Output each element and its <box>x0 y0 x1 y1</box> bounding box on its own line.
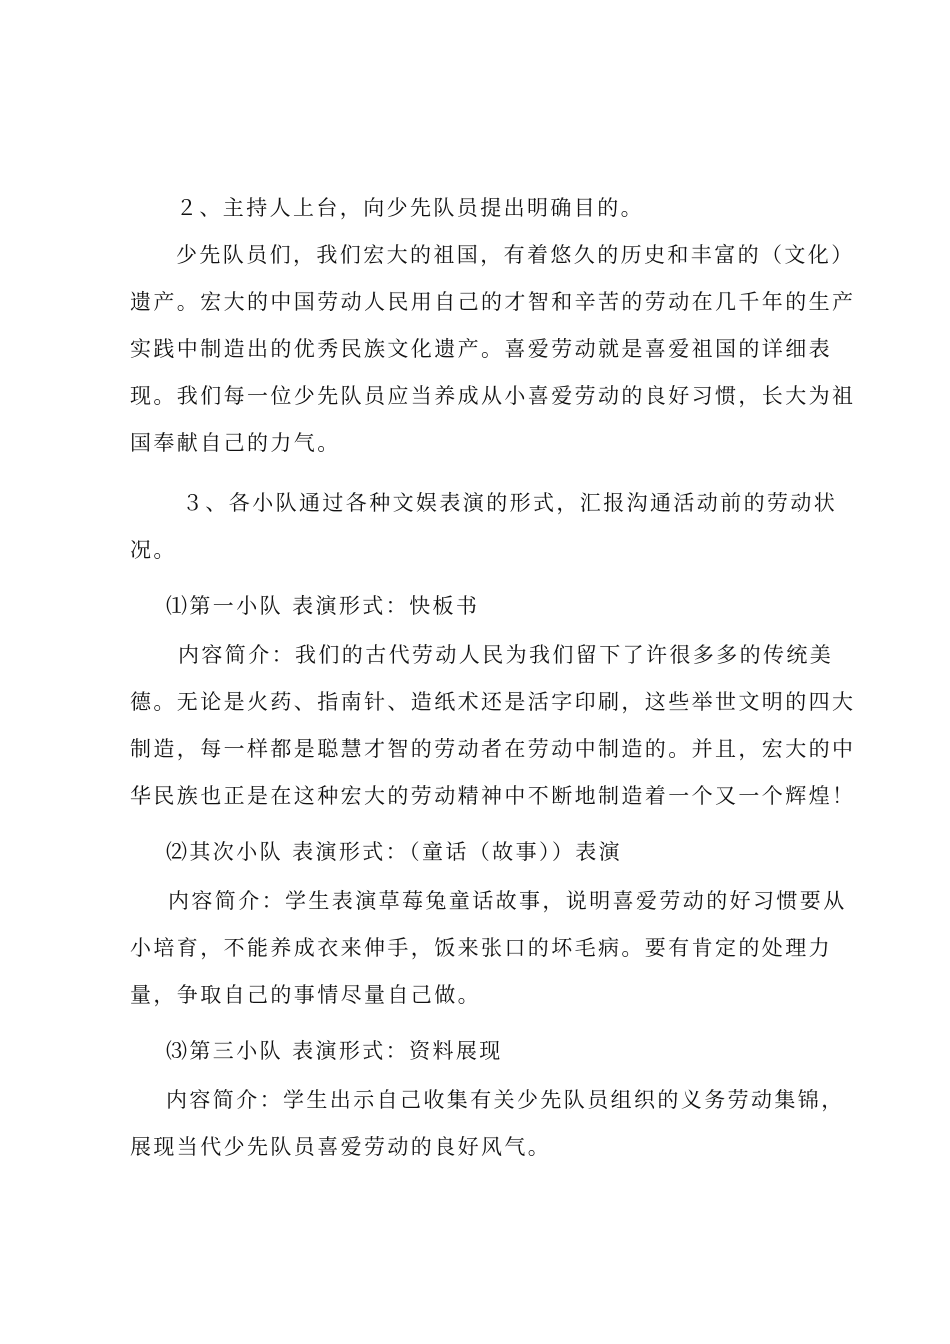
text-line: 制造，每一样都是聪慧才智的劳动者在劳动中制造的。并且，宏大的中 <box>130 737 856 761</box>
text-line: 内容简介：学生表演草莓兔童话故事，说明喜爱劳动的好习惯要从 <box>168 889 847 913</box>
paragraph-host-instruction <box>130 185 830 232</box>
text-line: ２、主持人上台，向少先队员提出明确目的。 <box>176 196 644 220</box>
paragraph-squad-one-heading <box>130 583 830 630</box>
paragraph-squad-report <box>130 480 838 574</box>
text-line: ⑶第三小队 表演形式：资料展现 <box>166 1039 503 1063</box>
text-line: 量，争取自己的事情尽量自己做。 <box>130 983 481 1007</box>
text-line: 国奉献自己的力气。 <box>130 431 341 455</box>
text-line: ⑴第一小队 表演形式：快板书 <box>166 594 480 618</box>
paragraph-squad-three-heading <box>130 1028 830 1075</box>
text-line: 小培育，不能养成衣来伸手，饭来张口的坏毛病。要有肯定的处理力 <box>130 936 832 960</box>
text-line: 德。无论是火药、指南针、造纸术还是活字印刷，这些举世文明的四大 <box>130 690 856 714</box>
paragraph-host-speech <box>130 232 856 467</box>
text-line: 内容简介：我们的古代劳动人民为我们留下了许很多多的传统美 <box>178 643 834 667</box>
text-line: 况。 <box>130 538 177 562</box>
paragraph-squad-two-heading <box>130 829 830 876</box>
paragraph-squad-one-summary <box>130 632 856 820</box>
text-line: 遗产。宏大的中国劳动人民用自己的才智和辛苦的劳动在几千年的生产 <box>130 290 856 314</box>
text-line: 实践中制造出的优秀民族文化遗产。喜爱劳动就是喜爱祖国的详细表 <box>130 337 832 361</box>
text-line: ３、各小队通过各种文娱表演的形式，汇报沟通活动前的劳动状 <box>182 491 838 515</box>
text-line: 华民族也正是在这种宏大的劳动精神中不断地制造着一个又一个辉煌！ <box>130 784 856 808</box>
text-line: 少先队员们，我们宏大的祖国，有着悠久的历史和丰富的（文化） <box>176 243 855 267</box>
paragraph-squad-two-summary <box>130 878 847 1019</box>
text-line: 现。我们每一位少先队员应当养成从小喜爱劳动的良好习惯，长大为祖 <box>130 384 856 408</box>
text-line: ⑵其次小队 表演形式：（童话（故事））表演 <box>166 840 623 864</box>
text-line: 内容简介：学生出示自己收集有关少先队员组织的义务劳动集锦， <box>166 1088 845 1112</box>
text-line: 展现当代少先队员喜爱劳动的良好风气。 <box>130 1135 552 1159</box>
paragraph-squad-three-summary <box>130 1077 845 1171</box>
